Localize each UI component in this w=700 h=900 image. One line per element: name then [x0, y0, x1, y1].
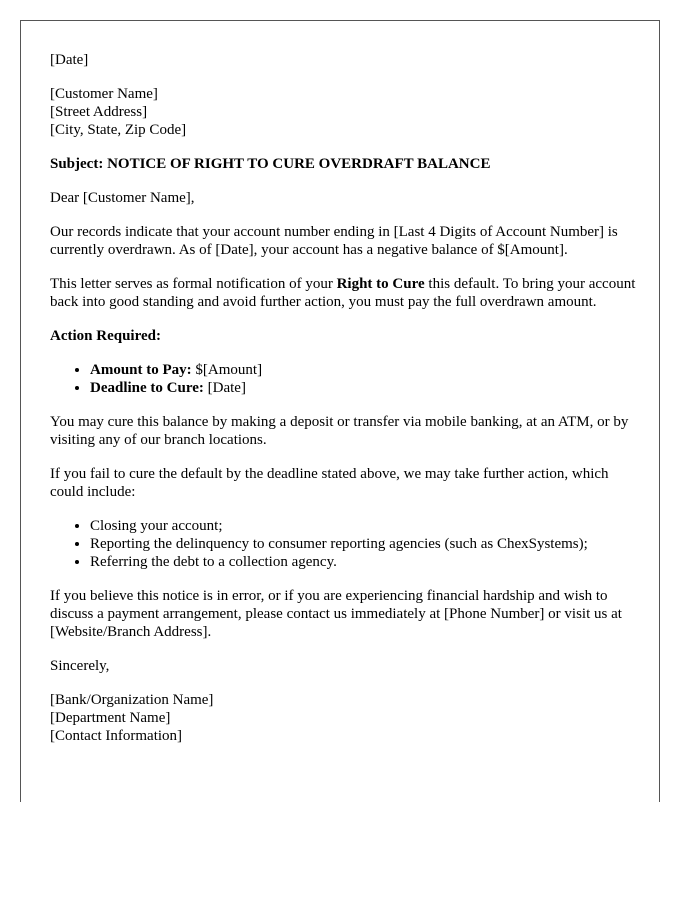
signature-block: [50, 691, 640, 745]
paragraph-contact: If you believe this notice is in error, or if you are experiencing financial hardship and wish to discuss a payment arrangement, please contact us immediately at [Phone Number] or visit us at [Website/Branch Address].: [50, 588, 622, 640]
recipient-address: [50, 85, 640, 139]
salutation: Dear [Customer Name],: [50, 190, 195, 206]
subject-label: Subject:: [50, 156, 104, 172]
right-to-cure-term: Right to Cure: [336, 276, 425, 292]
action-heading: Action Required:: [50, 328, 161, 344]
paragraph-account-status: Our records indicate that your account number ending in [Last 4 Digits of Account Number] is currently overdrawn. As of [Date], your account has a negative balance of $[Amount].: [50, 224, 618, 258]
closing: Sincerely,: [50, 658, 110, 674]
subject-line: [50, 155, 640, 173]
letter-date: [Date]: [50, 52, 89, 68]
signature-department: [Department Name]: [50, 710, 171, 726]
paragraph-right-to-cure: [50, 275, 640, 311]
recipient-city: [City, State, Zip Code]: [50, 122, 187, 138]
action-item-deadline: • Deadline to Cure: [Date]: [90, 379, 640, 397]
subject-text: NOTICE OF RIGHT TO CURE OVERDRAFT BALANCE: [103, 156, 491, 172]
signature-org: [Bank/Organization Name]: [50, 692, 214, 708]
para2-after: this default. To bring your account back into good standing and avoid further action, you must pay the full overdrawn amount.: [50, 276, 636, 310]
paragraph-cure-methods: You may cure this balance by making a deposit or transfer via mobile banking, at an ATM, or by visiting any of our branch locations.: [50, 414, 629, 448]
recipient-name: [Customer Name]: [50, 86, 158, 102]
para2-before: This letter serves as formal notification of your: [50, 276, 337, 292]
letter-content: [50, 51, 640, 761]
consequence-item: • Reporting the delinquency to consumer reporting agencies (such as ChexSystems);: [90, 535, 640, 553]
paragraph-further-action: If you fail to cure the default by the deadline stated above, we may take further action, which could include:: [50, 466, 609, 500]
consequence-item: • Referring the debt to a collection agency.: [90, 553, 640, 571]
recipient-street: [Street Address]: [50, 104, 148, 120]
signature-contact: [Contact Information]: [50, 728, 183, 744]
consequences-list: [50, 517, 640, 571]
action-item-amount: • Amount to Pay: $[Amount]: [90, 361, 640, 379]
action-list: [50, 361, 640, 397]
consequence-item: • Closing your account;: [90, 517, 640, 535]
letter-page: [20, 20, 660, 802]
